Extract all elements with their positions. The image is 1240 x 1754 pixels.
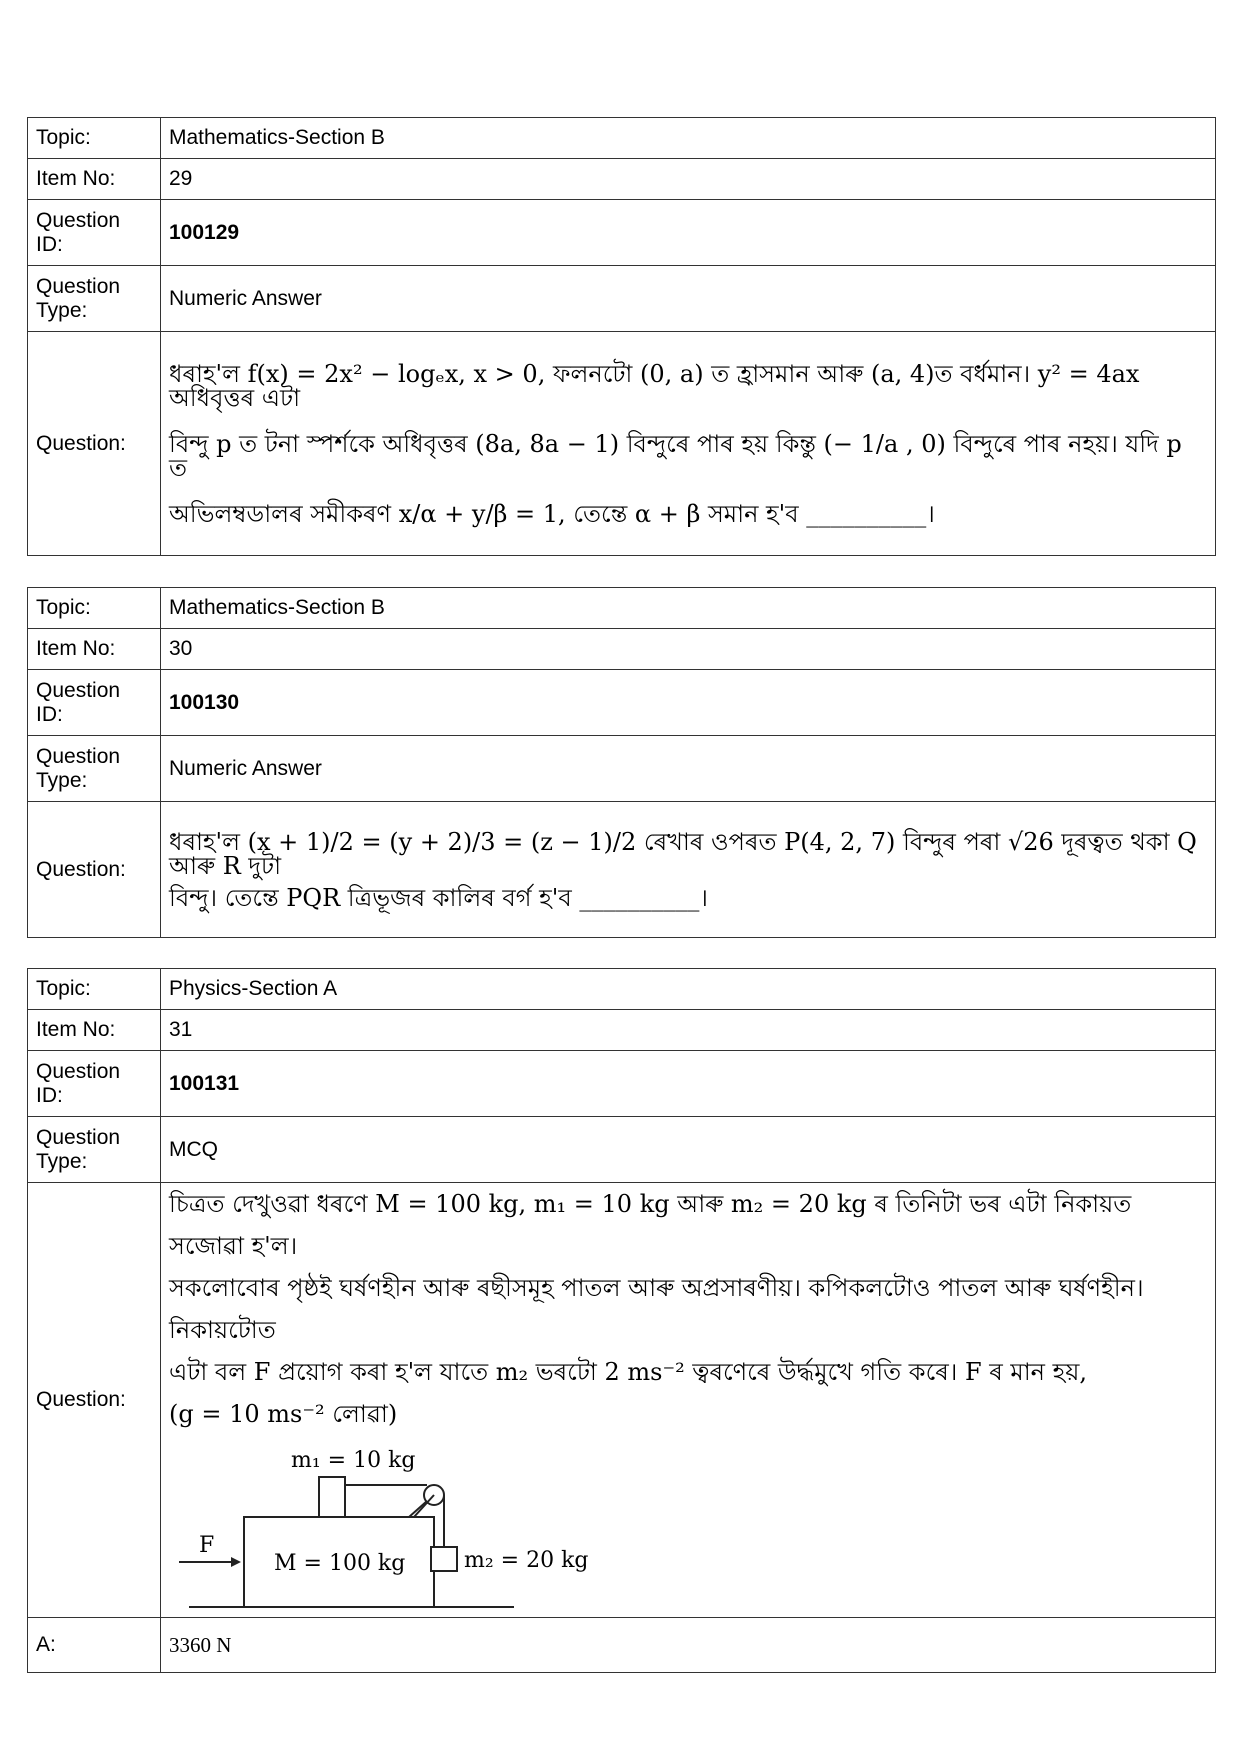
topic-label: Topic: xyxy=(28,588,161,629)
question-line: বিন্দু। তেন্তে PQR ত্ৰিভূজৰ কালিৰ বৰ্গ হ'ব __________। xyxy=(169,883,708,912)
question-id-value: 100130 xyxy=(161,670,1216,736)
m2-label: m₂ = 20 kg xyxy=(464,1548,589,1573)
question-line: ধৰাহ'ল f(x) = 2x² − logₑx, x > 0, ফলনটো (0, a) ত হ্ৰাসমান আৰু (a, 4)ত বৰ্ধমান। y² = 4ax অধিবৃত্তৰ এটা xyxy=(169,359,1140,412)
question-id-value: 100131 xyxy=(161,1051,1216,1117)
question-block-29 xyxy=(27,117,1216,556)
question-label: Question: xyxy=(28,802,161,938)
question-line: (g = 10 ms⁻² লোৱা) xyxy=(169,1400,398,1428)
question-line: ধৰাহ'ল (x + 1)/2 = (y + 2)/3 = (z − 1)/2 ৰেখাৰ ওপৰত P(4, 2, 7) বিন্দুৰ পৰা √26 দূৰত্বত থকা Q আৰু R দুটা xyxy=(169,827,1197,880)
question-block-30 xyxy=(27,587,1216,938)
topic-value: Mathematics-Section B xyxy=(161,118,1216,159)
question-type-value: Numeric Answer xyxy=(161,736,1216,802)
question-id-label: Question ID: xyxy=(28,1051,161,1117)
question-id-label: Question ID: xyxy=(28,670,161,736)
item-no-value: 30 xyxy=(161,629,1216,670)
question-text xyxy=(161,332,1216,556)
topic-label: Topic: xyxy=(28,118,161,159)
arrow-head-icon xyxy=(231,1557,241,1567)
question-line: অভিলম্বডালৰ সমীকৰণ x/α + y/β = 1, তেন্তে α + β সমান হ'ব __________। xyxy=(169,499,935,528)
item-no-label: Item No: xyxy=(28,629,161,670)
question-text xyxy=(161,1183,1216,1618)
question-text xyxy=(161,802,1216,938)
topic-value: Mathematics-Section B xyxy=(161,588,1216,629)
answer-label: A: xyxy=(28,1618,161,1673)
question-label: Question: xyxy=(28,1183,161,1618)
question-line: এটা বল F প্ৰয়োগ কৰা হ'ল যাতে m₂ ভৰটো 2 ms⁻² ত্বৰণেৰে উৰ্দ্ধমুখে গতি কৰে। F ৰ মান হয়, xyxy=(169,1358,1087,1386)
pulley-support xyxy=(409,1501,427,1517)
question-type-label: Question Type: xyxy=(28,1117,161,1183)
pulley-system-figure xyxy=(169,1437,629,1617)
item-no-label: Item No: xyxy=(28,159,161,200)
item-no-label: Item No: xyxy=(28,1010,161,1051)
block-m2 xyxy=(431,1547,457,1571)
M-label: M = 100 kg xyxy=(274,1551,406,1576)
question-type-label: Question Type: xyxy=(28,736,161,802)
item-no-value: 31 xyxy=(161,1010,1216,1051)
question-id-value: 100129 xyxy=(161,200,1216,266)
answer-value: 3360 N xyxy=(161,1618,1216,1673)
question-id-label: Question ID: xyxy=(28,200,161,266)
block-m1 xyxy=(319,1477,345,1517)
question-line: বিন্দু p ত টনা স্পৰ্শকে অধিবৃত্তৰ (8a, 8a − 1) বিন্দুৰে পাৰ হয় কিন্তু (− 1/a , 0) বিন্দুৰে পাৰ নহয়। যদি p ত xyxy=(169,429,1182,482)
force-label: F xyxy=(199,1533,215,1558)
question-type-label: Question Type: xyxy=(28,266,161,332)
question-line: চিত্ৰত দেখুওৱা ধৰণে M = 100 kg, m₁ = 10 kg আৰু m₂ = 20 kg ৰ তিনিটা ভৰ এটা নিকায়ত সজোৱা হ'ল। xyxy=(169,1190,1132,1260)
question-line: সকলোবোৰ পৃষ্ঠই ঘৰ্ষণহীন আৰু ৰছীসমূহ পাতল আৰু অপ্ৰসাৰণীয়। কপিকলটোও পাতল আৰু ঘৰ্ষণহীন। নিকায়টোত xyxy=(169,1274,1144,1344)
topic-label: Topic: xyxy=(28,969,161,1010)
item-no-value: 29 xyxy=(161,159,1216,200)
question-label: Question: xyxy=(28,332,161,556)
question-block-31 xyxy=(27,968,1216,1673)
m1-label: m₁ = 10 kg xyxy=(291,1448,416,1473)
topic-value: Physics-Section A xyxy=(161,969,1216,1010)
question-type-value: MCQ xyxy=(161,1117,1216,1183)
question-type-value: Numeric Answer xyxy=(161,266,1216,332)
